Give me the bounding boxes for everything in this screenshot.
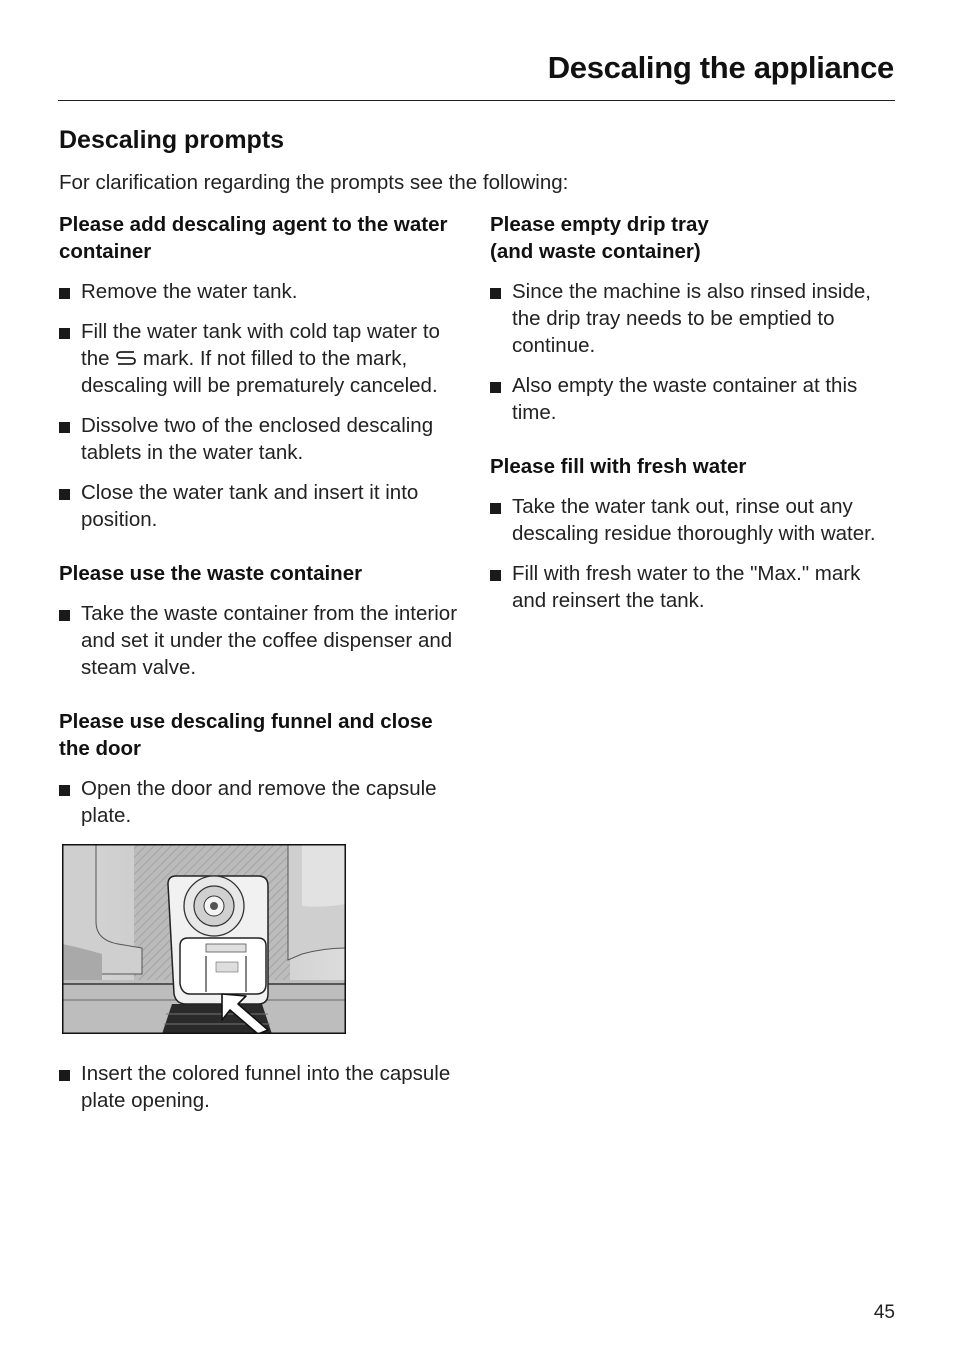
square-bullet-icon <box>59 785 70 796</box>
list-item: Take the water tank out, rinse out any descaling residue thoroughly with water. <box>490 493 900 547</box>
title-divider <box>58 100 895 101</box>
square-bullet-icon <box>59 422 70 433</box>
list-item: Insert the colored funnel into the capsule plate opening. <box>59 1060 464 1114</box>
list-item: Fill with fresh water to the "Max." mark and reinsert the tank. <box>490 560 900 614</box>
list-item: Dissolve two of the enclosed descaling tablets in the water tank. <box>59 412 464 466</box>
square-bullet-icon <box>59 610 70 621</box>
square-bullet-icon <box>59 1070 70 1081</box>
heading-use-waste-container: Please use the waste container <box>59 562 363 585</box>
bullet-list-fresh-water <box>490 493 900 614</box>
section-title: Descaling prompts <box>59 126 285 154</box>
heading-empty-drip-tray: Please empty drip tray (and waste container) <box>490 213 709 263</box>
bullet-list-drip-tray <box>490 278 900 426</box>
square-bullet-icon <box>490 570 501 581</box>
bullet-list-add-descaling <box>59 278 464 533</box>
page-title: Descaling the appliance <box>547 50 894 85</box>
list-item: Take the waste container from the interior and set it under the coffee dispenser and steam valve. <box>59 600 464 681</box>
list-item: Fill the water tank with cold tap water to the mark. If not filled to the mark, descaling will be prematurely canceled. <box>59 318 464 399</box>
intro-text: For clarification regarding the prompts see the following: <box>59 171 569 194</box>
list-item: Also empty the waste container at this time. <box>490 372 900 426</box>
list-item: Since the machine is also rinsed inside, the drip tray needs to be emptied to continue. <box>490 278 900 359</box>
left-column <box>59 211 464 1127</box>
bullet-list-waste-container <box>59 600 464 681</box>
list-item: Open the door and remove the capsule plate. <box>59 775 464 829</box>
list-item: Close the water tank and insert it into position. <box>59 479 464 533</box>
bullet-list-insert-funnel <box>59 1060 464 1114</box>
square-bullet-icon <box>59 489 70 500</box>
capsule-plate-illustration <box>62 844 346 1034</box>
heading-fill-fresh-water: Please fill with fresh water <box>490 455 747 478</box>
right-column <box>490 211 900 627</box>
page-number: 45 <box>873 1302 895 1323</box>
heading-add-descaling-agent: Please add descaling agent to the water container <box>59 213 448 263</box>
square-bullet-icon <box>490 288 501 299</box>
square-bullet-icon <box>490 382 501 393</box>
square-bullet-icon <box>59 288 70 299</box>
heading-descaling-funnel: Please use descaling funnel and close the door <box>59 710 433 760</box>
square-bullet-icon <box>59 328 70 339</box>
descale-mark-icon <box>115 349 137 367</box>
bullet-list-descaling-funnel <box>59 775 464 829</box>
list-item: Remove the water tank. <box>59 278 464 305</box>
square-bullet-icon <box>490 503 501 514</box>
